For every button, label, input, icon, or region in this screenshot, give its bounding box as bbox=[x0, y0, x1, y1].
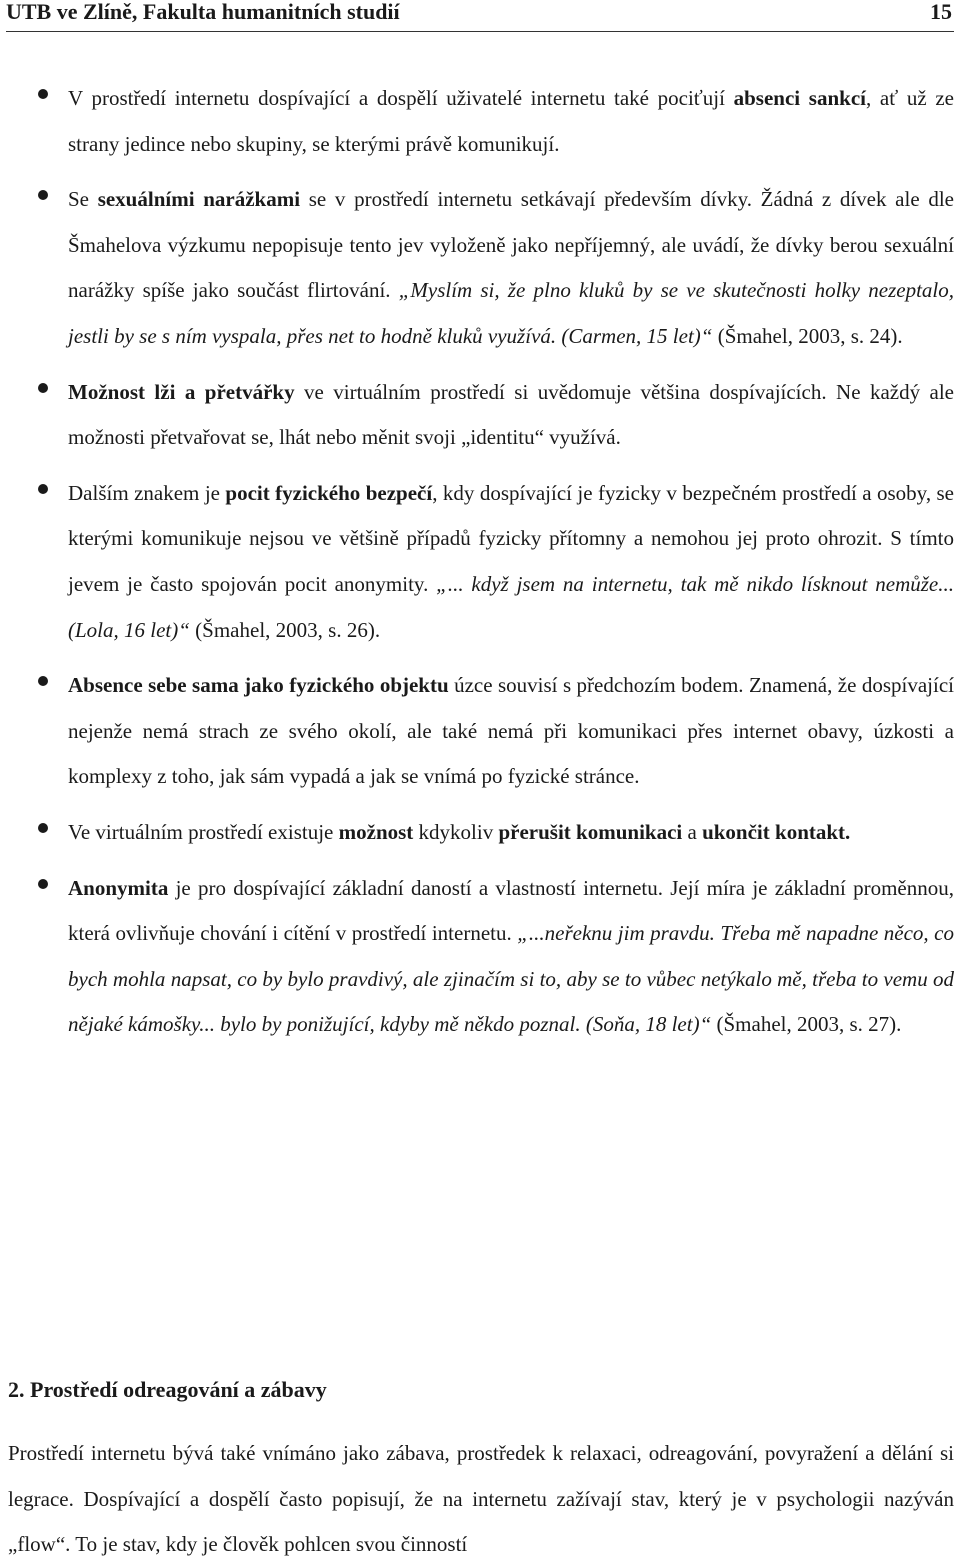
list-item bbox=[0, 471, 960, 653]
page-number: 15 bbox=[930, 0, 952, 24]
list-item bbox=[0, 663, 960, 800]
bold-text: absenci sankcí bbox=[733, 86, 866, 110]
text-segment: je pro dospívající základní daností a vlastností internetu. Její míra je základní proměnnou, která ovlivňuje chování i cítění v prostředí internetu. bbox=[68, 875, 954, 946]
section-title: 2. Prostředí odreagování a zábavy bbox=[8, 1377, 327, 1402]
list-item-text bbox=[68, 76, 954, 167]
bold-text: ukončit kontakt. bbox=[702, 819, 851, 844]
text-segment: Se bbox=[68, 187, 98, 212]
bullet-dot-icon bbox=[38, 89, 48, 99]
list-item bbox=[0, 866, 960, 1048]
text-segment: , ať už ze strany jedince nebo skupiny, se kterými právě komunikují. bbox=[68, 86, 954, 156]
text-segment: se v prostředí internetu setkávají především dívky. Žádná z dívek ale dle Šmahelova výzkumu nepopisuje tento jev vyloženě jako nepříjemný, ale uvádí, že dívky berou sexuální narážky spíše jako součást flirtování. bbox=[68, 187, 954, 303]
list-item bbox=[0, 177, 960, 359]
list-item-text bbox=[68, 810, 954, 856]
bold-text: přerušit komunikaci bbox=[498, 819, 683, 844]
bullet-dot-icon bbox=[38, 190, 48, 200]
quote-text: „... když jsem na internetu, tak mě nikdo lísknout nemůže... (Lola, 16 let)“ bbox=[68, 571, 954, 642]
text-segment: Dalším znakem je bbox=[68, 480, 226, 505]
bold-text: pocit fyzického bezpečí bbox=[225, 480, 433, 505]
list-item bbox=[0, 810, 960, 856]
list-item-text bbox=[68, 370, 954, 461]
bullet-list bbox=[0, 76, 960, 1058]
header-title: UTB ve Zlíně, Fakulta humanitních studií bbox=[6, 0, 400, 24]
bullet-dot-icon bbox=[38, 484, 48, 494]
text-segment: ve virtuálním prostředí si uvědomuje většina dospívajících. Ne každý ale možnosti přetvařovat se, lhát nebo měnit svoji „identitu“ využívá. bbox=[68, 379, 954, 450]
list-item bbox=[0, 76, 960, 167]
text-segment: Ve virtuálním prostředí existuje bbox=[68, 819, 339, 844]
bold-text: Anonymita bbox=[68, 875, 169, 900]
body-paragraph: Prostředí internetu bývá také vnímáno jako zábava, prostředek k relaxaci, odreagování, povyražení a dělání si legrace. Dospívající a dospělí často popisují, že na internetu zažívají stav, který je v psychologii nazýván „flow“. To je stav, kdy je člověk pohlcen svou činností bbox=[8, 1441, 954, 1557]
bullet-dot-icon bbox=[38, 383, 48, 393]
text-segment: úzce souvisí s předchozím bodem. Znamená, že dospívající nejenže nemá strach ze svého okolí, ale také nemá při komunikaci přes internet obavy, úzkosti a komplexy z toho, jak sám vypadá a jak se vnímá po fyzické stránce. bbox=[68, 673, 954, 789]
text-segment: (Šmahel, 2003, s. 24). bbox=[712, 323, 903, 348]
text-segment: (Šmahel, 2003, s. 27). bbox=[711, 1012, 902, 1037]
list-item-text bbox=[68, 471, 954, 653]
bullet-dot-icon bbox=[38, 823, 48, 833]
list-item-text bbox=[68, 663, 954, 800]
quote-text: „Myslím si, že plno kluků by se ve skutečnosti holky nezeptalo, jestli by se s ním vyspala, přes net to hodně kluků využívá. (Carmen, 15 let)“ bbox=[68, 278, 954, 348]
bullet-dot-icon bbox=[38, 676, 48, 686]
bold-text: možnost bbox=[338, 819, 414, 844]
list-item bbox=[0, 370, 960, 461]
text-segment: , kdy dospívající je fyzicky v bezpečném prostředí a osoby, se kterými komunikuje nejsou ve většině případů fyzicky přítomny a nemohou jej proto ohrozit. S tímto jevem je často spojován pocit anonymity. bbox=[68, 480, 954, 596]
list-item-text bbox=[68, 177, 954, 359]
text-segment: V prostředí internetu dospívající a dospělí uživatelé internetu také pociťují bbox=[68, 86, 734, 110]
list-item-text bbox=[68, 866, 954, 1048]
text-segment: kdykoliv bbox=[413, 819, 499, 844]
text-segment: a bbox=[682, 819, 703, 844]
bold-text: Absence sebe sama jako fyzického objektu bbox=[68, 673, 449, 698]
text-segment: (Šmahel, 2003, s. 26). bbox=[189, 617, 381, 642]
bold-text: sexuálními narážkami bbox=[97, 187, 301, 212]
bold-text: Možnost lži a přetvářky bbox=[68, 379, 295, 404]
bullet-dot-icon bbox=[38, 879, 48, 889]
page-header bbox=[6, 0, 954, 32]
quote-text: „...neřeknu jim pravdu. Třeba mě napadne něco, co bych mohla napsat, co by bylo pravdivý, ale zjinačím si to, aby se to vůbec netýkalo mě, třeba to vemu od nějaké kámošky... bylo by ponižující, kdyby mě někdo poznal. (Soňa, 18 let)“ bbox=[68, 921, 954, 1037]
